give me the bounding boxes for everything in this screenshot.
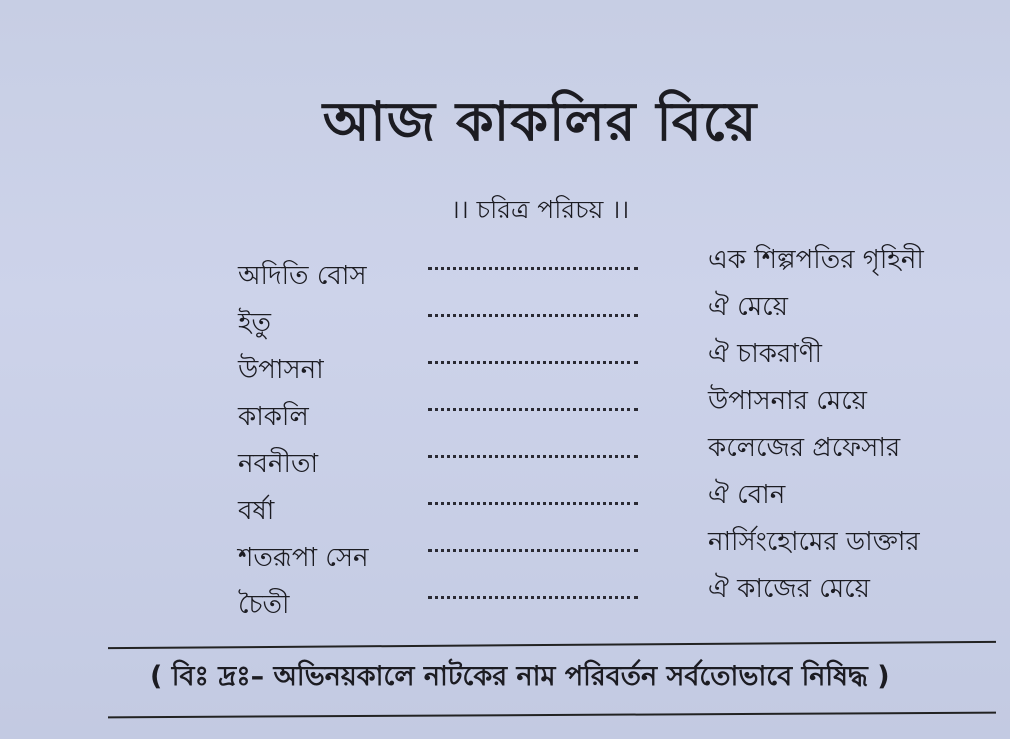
character-description: উপাসনার মেয়ে bbox=[708, 386, 867, 416]
cast-row bbox=[0, 292, 1010, 340]
character-name: নবনীতা bbox=[238, 449, 318, 479]
character-name: শতরূপা সেন bbox=[238, 543, 369, 573]
dotted-leader bbox=[428, 502, 638, 505]
character-name: ইতু bbox=[238, 308, 272, 338]
character-name: উপাসনা bbox=[238, 355, 324, 385]
character-description: নার্সিংহোমের ডাক্তার bbox=[708, 527, 920, 557]
dotted-leader bbox=[428, 267, 638, 270]
dotted-leader bbox=[428, 361, 638, 364]
dotted-leader bbox=[428, 455, 638, 458]
character-name: অদিতি বোস bbox=[238, 261, 367, 291]
dotted-leader bbox=[428, 408, 638, 411]
play-title: আজ কাকলির বিয়ে bbox=[322, 89, 758, 153]
character-name: বর্ষা bbox=[238, 496, 275, 526]
dotted-leader bbox=[428, 596, 638, 599]
cast-row bbox=[0, 245, 1010, 293]
character-name: চৈতী bbox=[238, 590, 290, 620]
footnote: ( বিঃ দ্রঃ– অভিনয়কালে নাটকের নাম পরিবর্তন সর্বতোভাবে নিষিদ্ধ ) bbox=[150, 661, 890, 692]
character-description: এক শিল্পপতির গৃহিনী bbox=[708, 245, 924, 275]
cast-row bbox=[0, 433, 1010, 481]
cast-heading: ।। চরিত্র পরিচয় ।। bbox=[450, 195, 630, 224]
character-description: ঐ বোন bbox=[708, 480, 786, 510]
cast-row bbox=[0, 574, 1010, 622]
character-description: ঐ মেয়ে bbox=[708, 292, 788, 322]
dotted-leader bbox=[428, 549, 638, 552]
character-description: কলেজের প্রফেসার bbox=[708, 433, 901, 463]
character-description: ঐ কাজের মেয়ে bbox=[708, 574, 870, 604]
character-description: ঐ চাকরাণী bbox=[708, 339, 822, 369]
dotted-leader bbox=[428, 314, 638, 317]
character-name: কাকলি bbox=[238, 402, 309, 432]
